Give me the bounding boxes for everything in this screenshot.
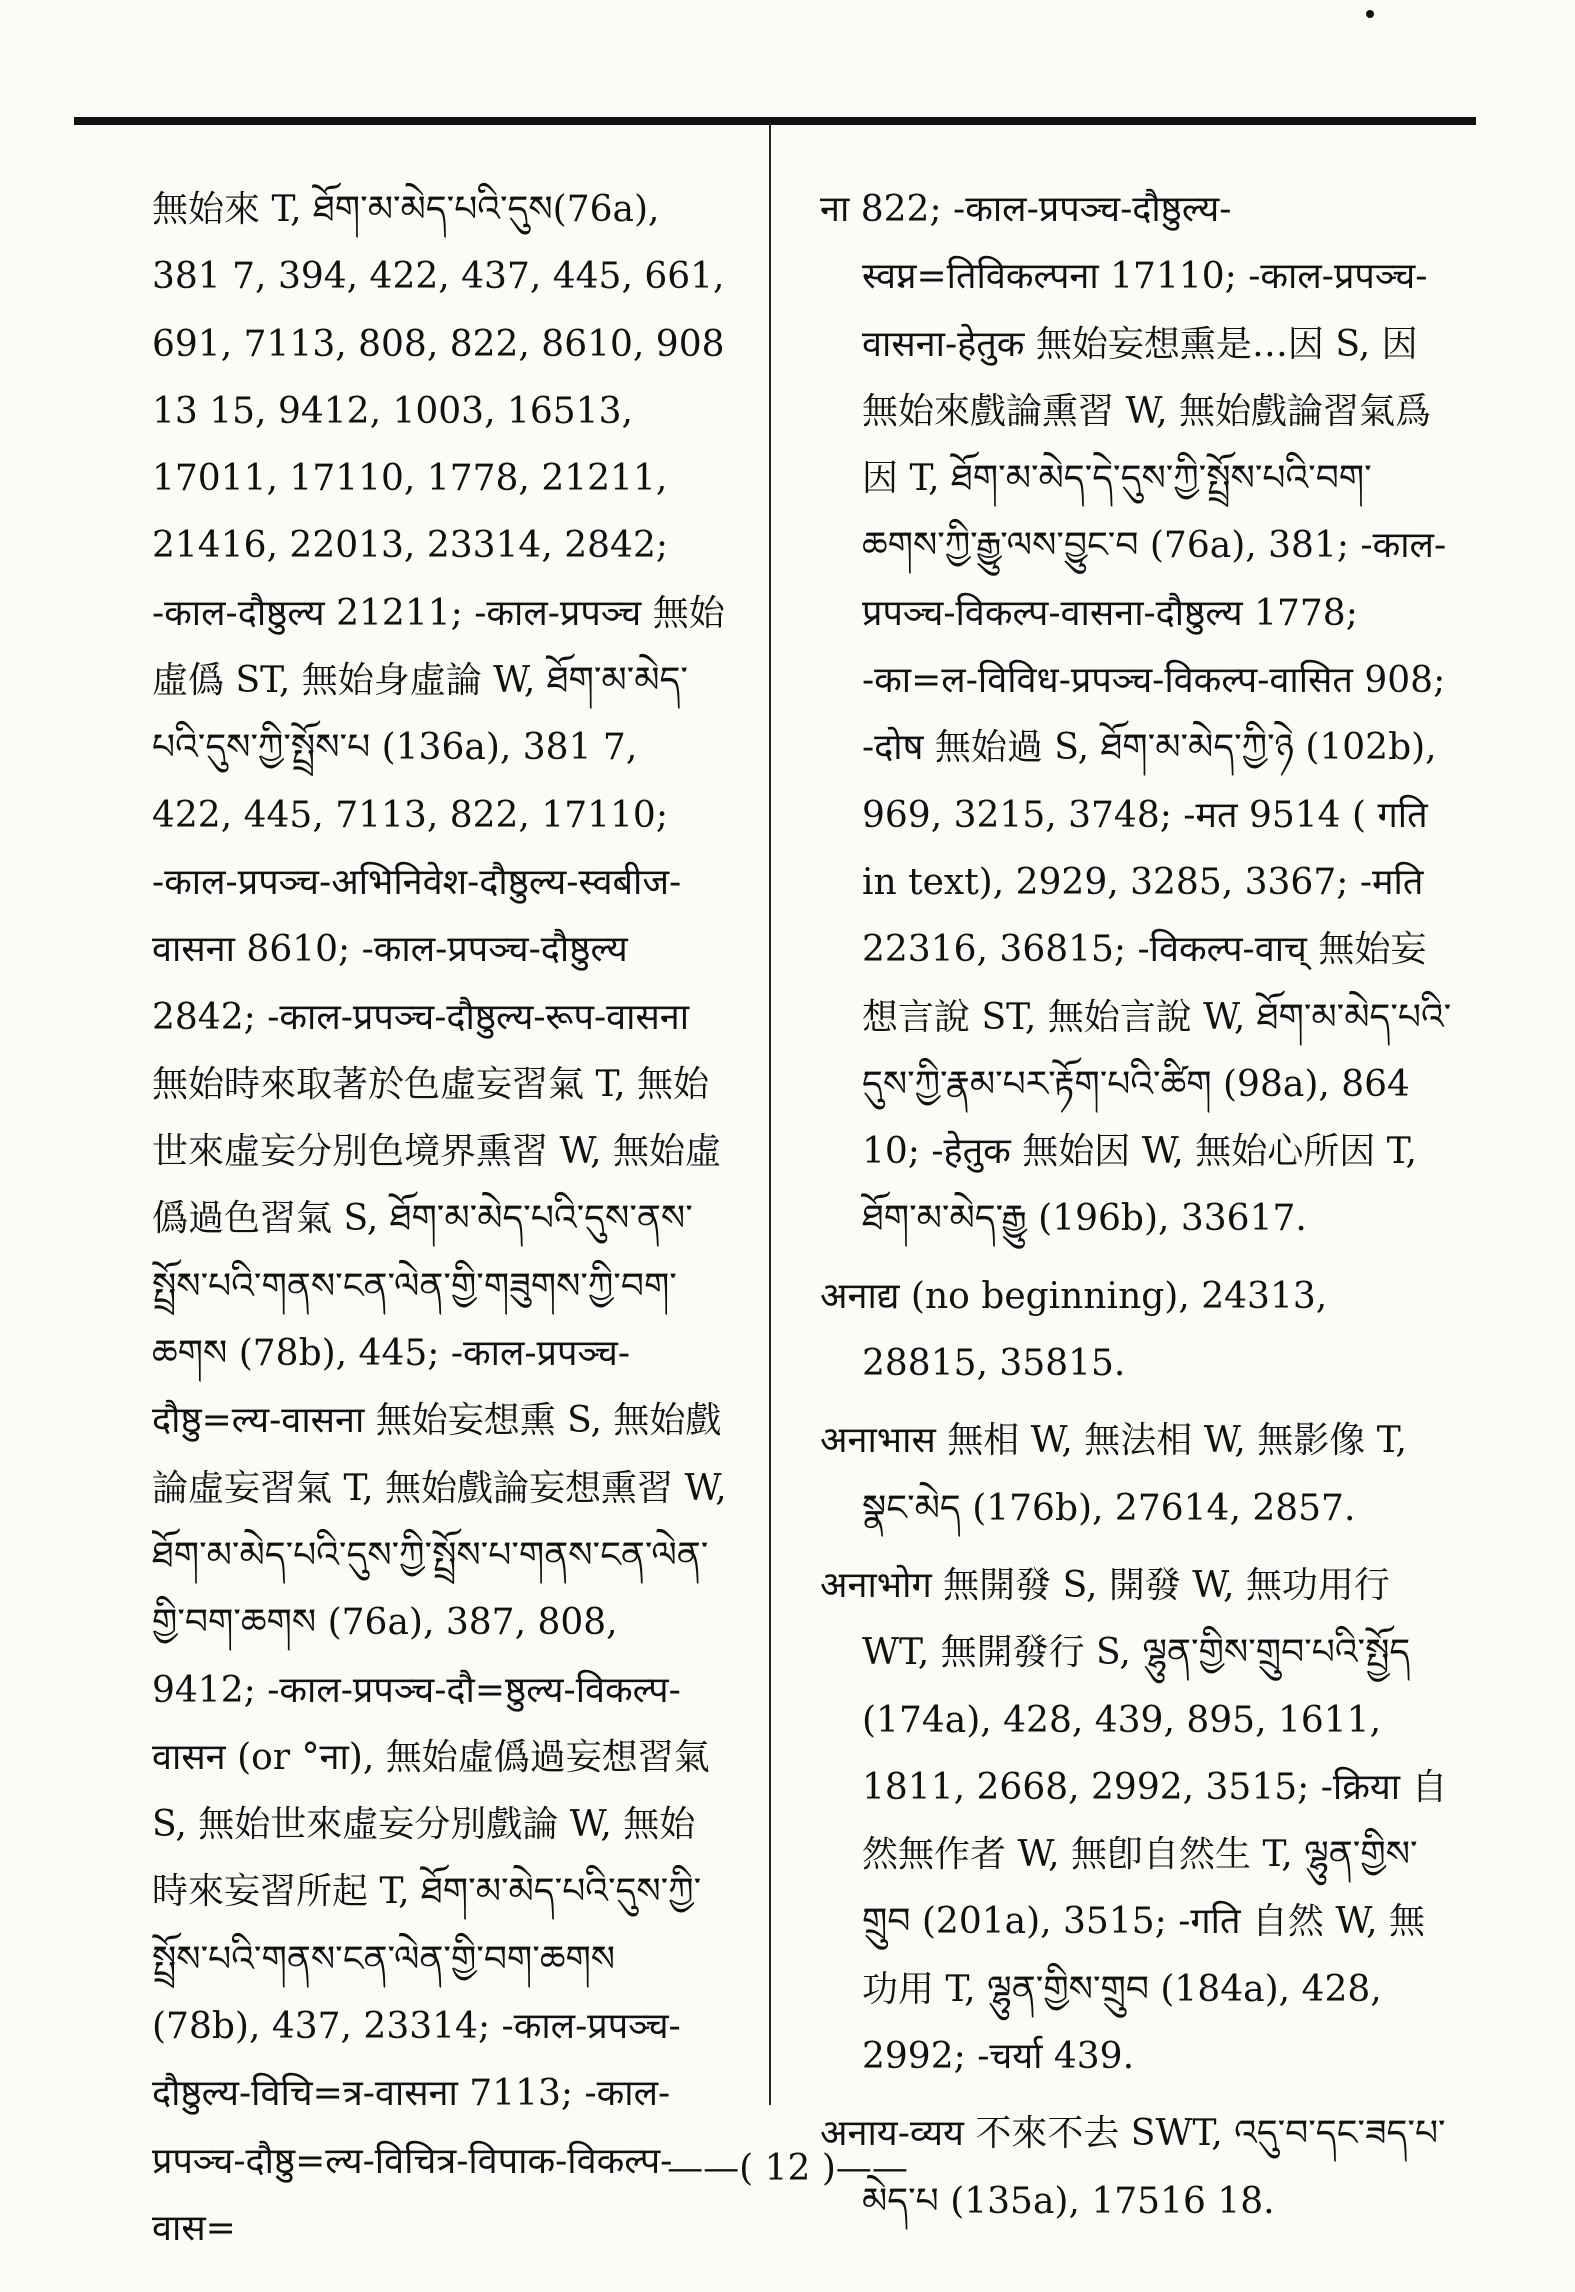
page-number: ——( 12 )—— bbox=[667, 2148, 908, 2189]
dictionary-entry: अनाभास 無相 W, 無法相 W, 無影像 T, སྣང་མེད (176b), 27614, 2857. bbox=[820, 1420, 1407, 1529]
dictionary-entry: अनाय-व्यय 不來不去 SWT, འདུ་བ་དང་ཟད་པ་མེད་པ (135a), 17516 18. bbox=[820, 2113, 1446, 2222]
column-rule bbox=[769, 123, 771, 2105]
dictionary-entry: ना 822; -काल-प्रपञ्च-दौष्ठुल्य-स्वप्न=तिविकल्पना 17110; -काल-प्रपञ्च-वासना-हेतुक 無始妄想熏是…因 S, 因無始來戲論熏習 W, 無始戲論習氣爲因 T, ཐོག་མ་མེད་དེ་དུས་ཀྱི་སྤྲོས་པའི་བག་ཆགས་ཀྱི་རྒྱུ་ལས་བྱུང་བ (76a), 381; -काल-प्रपञ्च-विकल्प-वासना-दौष्ठुल्य 1778; -का=ल-विविध-प्रपञ्च-विकल्प-वासित 908; -दोष 無始過 S, ཐོག་མ་མེད་ཀྱི་ཉེ (102b), 969, 3215, 3748; -मत 9514 ( गति in text), 2929, 3285, 3367; -मति 22316, 36815; -विकल्प-वाच् 無始妄想言說 ST, 無始言說 W, ཐོག་མ་མེད་པའི་དུས་ཀྱི་རྣམ་པར་རྟོག་པའི་ཚིག (98a), 864 10; -हेतुक 無始因 W, 無始心所因 T, ཐོག་མ་མེད་རྒྱུ (196b), 33617. bbox=[820, 189, 1452, 1240]
dictionary-entry: अनाभोग 無開發 S, 開發 W, 無功用行 WT, 無開發行 S, ལྷུན་གྱིས་གྲུབ་པའི་སྤྱོད (174a), 428, 439, 895, 1611, 1811, 2668, 2992, 3515; -क्रिया 自然無作者 W, 無卽自然生 T, ལྷུན་གྱིས་གྲུབ (201a), 3515; -गति 自然 W, 無功用 T, ལྷུན་གྱིས་གྲུབ (184a), 428, 2992; -चर्या 439. bbox=[820, 1564, 1448, 2078]
top-rule bbox=[74, 117, 1476, 125]
ink-dot bbox=[1366, 10, 1374, 18]
dictionary-entry: अनाद्य (no beginning), 24313, 28815, 35815. bbox=[820, 1275, 1328, 1385]
right-column bbox=[820, 176, 1452, 2245]
dictionary-entry: 無始來 T, ཐོག་མ་མེད་པའི་དུས(76a), 381 7, 394, 422, 437, 445, 661, 691, 7113, 808, 822, 8610, 908 13 15, 9412, 1003, 16513, 17011, 17110, 1778, 21211, 21416, 22013, 23314, 2842; -काल-दौष्ठुल्य 21211; -काल-प्रपञ्च 無始虛僞 ST, 無始身虛論 W, ཐོག་མ་མེད་པའི་དུས་ཀྱི་སྤྲོས་པ (136a), 381 7, 422, 445, 7113, 822, 17110; -काल-प्रपञ्च-अभिनिवेश-दौष्ठुल्य-स्वबीज-वासना 8610; -काल-प्रपञ्च-दौष्ठुल्य 2842; -काल-प्रपञ्च-दौष्ठुल्य-रूप-वासना 無始時來取著於色虛妄習氣 T, 無始世來虛妄分別色境界熏習 W, 無始虛僞過色習氣 S, ཐོག་མ་མེད་པའི་དུས་ནས་སྤྲོས་པའི་གནས་ངན་ལེན་གྱི་གཟུགས་ཀྱི་བག་ཆགས (78b), 445; -काल-प्रपञ्च-दौष्ठु=ल्य-वासना 無始妄想熏 S, 無始戲論虛妄習氣 T, 無始戲論妄想熏習 W, ཐོག་མ་མེད་པའི་དུས་ཀྱི་སྤྲོས་པ་གནས་ངན་ལེན་གྱི་བག་ཆགས (76a), 387, 808, 9412; -काल-प्रपञ्च-दौ=ष्ठुल्य-विकल्प-वासन (or °ना), 無始虛僞過妄想習氣 S, 無始世來虛妄分別戲論 W, 無始時來妄習所起 T, ཐོག་མ་མེད་པའི་དུས་ཀྱི་སྤྲོས་པའི་གནས་ངན་ལེན་གྱི་བག་ཆགས (78b), 437, 23314; -काल-प्रपञ्च-दौष्ठुल्य-विचि=त्र-वासना 7113; -काल-प्रपञ्च-दौष्ठु=ल्य-विचित्र-विपाक-विकल्प-वास= bbox=[152, 189, 727, 2249]
left-column bbox=[152, 176, 727, 2272]
